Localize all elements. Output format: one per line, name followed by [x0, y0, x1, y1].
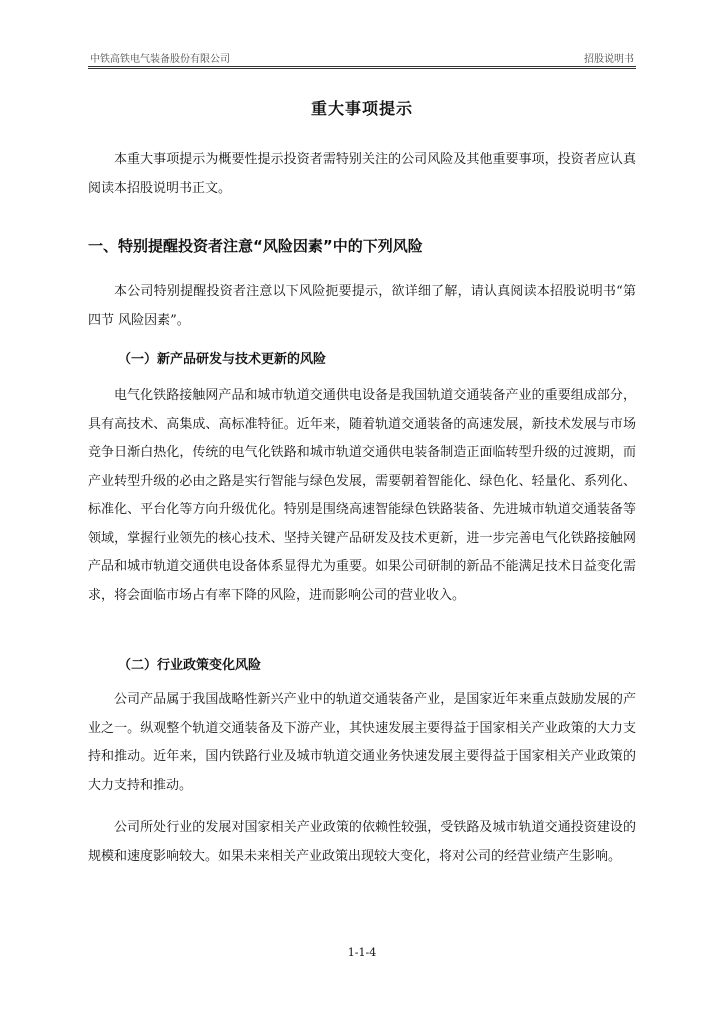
- page-number: 1-1-4: [347, 946, 377, 959]
- subsection-heading-2: （二）行业政策变化风险: [118, 658, 262, 673]
- subsection2-body-2: 公司所处行业的发展对国家相关产业政策的依赖性较强，受铁路及城市轨道交通投资建设的规模和速度影响较大。如果未来相关产业政策出现较大变化，将对公司的经营业绩产生影响。: [88, 820, 636, 864]
- section1-intro-paragraph: 本公司特别提醒投资者注意以下风险扼要提示，欲详细了解，请认真阅读本招股说明书“第四节 风险因素”。: [88, 284, 636, 328]
- page-title: 重大事项提示: [310, 99, 413, 118]
- subsection2-body-1: 公司产品属于我国战略性新兴产业中的轨道交通装备产业，是国家近年来重点鼓励发展的产业之一。纵观整个轨道交通装备及下游产业，其快速发展主要得益于国家相关产业政策的大力支持和推动。近年来，国内铁路行业及城市轨道交通业务快速发展主要得益于国家相关产业政策的大力支持和推动。: [88, 692, 636, 793]
- subsection1-body: 电气化铁路接触网产品和城市轨道交通供电设备是我国轨道交通装备产业的重要组成部分，具有高技术、高集成、高标准特征。近年来，随着轨道交通装备的高速发展，新技术发展与市场竞争日渐白热化，传统的电气化铁路和城市轨道交通供电装备制造正面临转型升级的过渡期，而产业转型升级的必由之路是实行智能与绿色发展，需要朝着智能化、绿色化、轻量化、系列化、标准化、平台化等方向升级优化。特别是围绕高速智能绿色铁路装备、先进城市轨道交通装备等领域，掌握行业领先的核心技术、坚持关键产品研发及技术更新，进一步完善电气化铁路接触网产品和城市轨道交通供电设备体系显得尤为重要。如果公司研制的新品不能满足技术日益变化需求，将会面临市场占有率下降的风险，进而影响公司的营业收入。: [88, 388, 636, 603]
- header-rule-thick: [88, 68, 636, 69]
- section-heading-1: 一、特别提醒投资者注意“风险因素”中的下列风险: [88, 237, 423, 255]
- header-company-name: 中铁高铁电气装备股份有限公司: [90, 54, 230, 65]
- header-document-type: 招股说明书: [584, 54, 634, 65]
- header-rule-thin: [88, 66, 636, 67]
- subsection-heading-1: （一）新产品研发与技术更新的风险: [118, 352, 327, 367]
- page-header: [88, 50, 636, 66]
- intro-paragraph: 本重大事项提示为概要性提示投资者需特别关注的公司风险及其他重要事项，投资者应认真阅读本招股说明书正文。: [88, 152, 636, 196]
